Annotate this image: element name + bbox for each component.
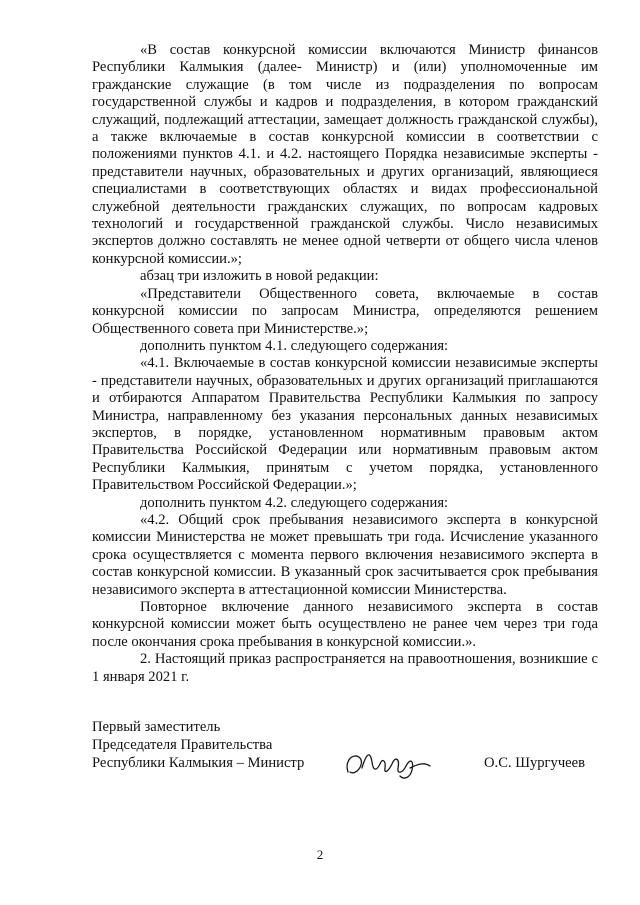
paragraph-commission-composition: «В состав конкурсной комиссии включаются Министр финансов Республики Калмыкия (далее- Министр) и (или) уполномоченные им гражданские служащие (в том числе из подразделения по вопросам государственной службы и кадров и подразделения, в котором гражданский служащий, подлежащий аттестации, замещает должность гражданской службы), а также включаемые в состав конкурсной комиссии в соответствии с положениями пунктов 4.1. и 4.2. настоящего Порядка независимые эксперты - представители научных, образовательных и других организаций, являющиеся специалистами в соответствующих областях и видах профессиональной служебной деятельности гражданских служащих, по вопросам кадровых технологий и государственной гражданской службы. Число независимых экспертов должно составлять не менее одной четверти от общего числа членов конкурсной комиссии.»; (92, 42, 598, 267)
paragraph-clause-4-2: «4.2. Общий срок пребывания независимого эксперта в конкурсной комиссии Министерства не может превышать три года. Исчисление указанного срока осуществляется с момента первого включения независимого эксперта в состав конкурсной комиссии. В указанный срок засчитывается срок пребывания независимого эксперта в аттестационной комиссии Министерства. (92, 511, 598, 598)
paragraph-add-4-2-instruction: дополнить пунктом 4.2. следующего содержания: (140, 494, 449, 511)
paragraph-public-council: «Представители Общественного совета, включаемые в состав конкурсной комиссии по запросам Министра, определяются решением Общественного совета при Министерстве.»; (92, 285, 598, 337)
signatory-title-line: Республики Калмыкия – Министр (92, 755, 305, 771)
paragraph-effective-date: 2. Настоящий приказ распространяется на правоотношения, возникшие с 1 января 2021 г. (92, 651, 598, 685)
signatory-title-line: Председателя Правительства (92, 737, 273, 753)
handwritten-signature-icon (340, 742, 450, 786)
page-number: 2 (316, 847, 324, 862)
signatory-name: О.С. Шургучеев (484, 755, 586, 771)
document-body (92, 42, 598, 686)
paragraph-amend-instruction: абзац три изложить в новой редакции: (140, 268, 379, 285)
paragraph-add-4-1-instruction: дополнить пунктом 4.1. следующего содержания: (140, 337, 449, 354)
signatory-title (92, 718, 304, 772)
paragraph-repeat-inclusion: Повторное включение данного независимого эксперта в состав конкурсной комиссии может быть осуществлено не ранее чем через три года после окончания срока пребывания в конкурсной комиссии.». (92, 599, 598, 650)
paragraph-clause-4-1: «4.1. Включаемые в состав конкурсной комиссии независимые эксперты - представители научных, образовательных и других организаций приглашаются и отбираются Аппаратом Правительства Республики Калмыкия по запросу Министра, направленному без указания персональных данных независимых экспертов, в порядке, установленном нормативным правовым актом Правительства Российской Федерации или нормативным правовым актом Республики Калмыкия, принятым с учетом порядка, установленного Правительством Российской Федерации.»; (92, 355, 598, 494)
signatory-title-line: Первый заместитель (92, 719, 221, 735)
